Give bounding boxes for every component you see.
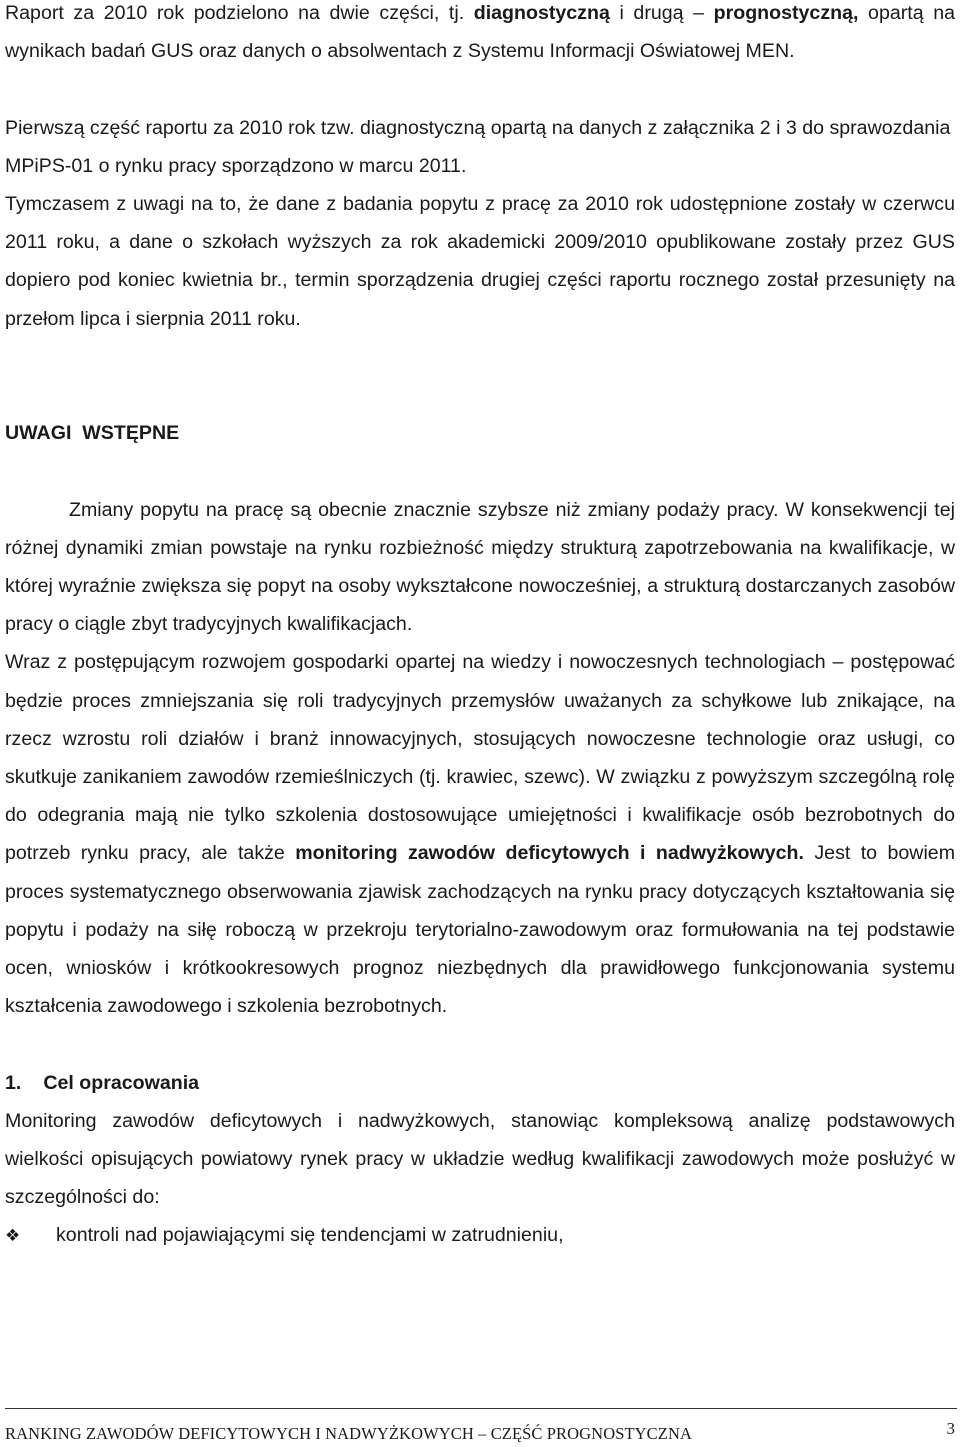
section-number: 1.: [5, 1071, 22, 1094]
footer-divider: [5, 1408, 957, 1409]
spacer: [5, 338, 955, 376]
spacer: [5, 1025, 955, 1063]
spacer: [5, 376, 955, 414]
bold-prognostyczna: prognostyczną,: [713, 2, 859, 24]
document-page: [5, 0, 955, 1256]
bold-monitoring: monitoring zawodów deficytowych i nadwyżkowych.: [295, 842, 804, 865]
uwagi-paragraph-1: Zmiany popytu na pracę są obecnie znacznie szybsze niż zmiany podaży pracy. W konsekwencji tej różnej dynamiki zmian powstaje na rynku rozbieżność między strukturą zapotrzebowania na kwalifikacje, w której wyraźnie zwiększa się popyt na osoby wykształcone nowocześniej, a strukturą dostarczanych zasobów pracy o ciągle zbyt tradycyjnych kwalifikacjach.: [5, 498, 955, 636]
spacer: [5, 70, 955, 108]
text-span: Wraz z postępującym rozwojem gospodarki opartej na wiedzy i nowoczesnych technologiach – postępować będzie proces zmniejszania się roli tradycyjnych przemysłów uważanych za schyłkowe lub znikające, na rzecz wzrostu roli działów i branż innowacyjnych, stosujących nowoczesne technologie oraz usługi, co skutkuje zanikaniem zawodów rzemieślniczych (tj. krawiec, szewc). W związku z powyższym szczególną rolę do odegrania mają nie tylko szkolenia dostosowujące umiejętności i kwalifikacje osób bezrobotnych do potrzeb rynku pracy, ale także: [5, 651, 955, 865]
text-span: opartą na wynikach badań GUS oraz danych o absolwentach z Systemu Informacji Oświatowej MEN.: [5, 2, 955, 63]
spacer: [5, 452, 955, 490]
text-span: i drugą –: [609, 2, 714, 24]
bold-diagnostyczna: diagnostyczną: [473, 2, 610, 24]
list-item: [5, 1216, 955, 1255]
intro-paragraph-2: Pierwszą część raportu za 2010 rok tzw. diagnostyczną opartą na danych z załącznika 2 i 3 do sprawozdania MPiPS-01 o rynku pracy sporządzono w marcu 2011.: [5, 116, 951, 177]
page-number: 3: [946, 1419, 955, 1438]
intro-paragraph-1: [5, 0, 955, 70]
section-heading-uwagi: UWAGI WSTĘPNE: [5, 422, 180, 445]
text-span: Raport za 2010 rok podzielono na dwie części, tj.: [5, 2, 474, 24]
footer-title: RANKING ZAWODÓW DEFICYTOWYCH I NADWYŻKOWYCH – CZĘŚĆ PROGNOSTYCZNA: [5, 1424, 692, 1443]
four-diamond-bullet-icon: ❖: [5, 1226, 21, 1247]
cel-paragraph-1: Monitoring zawodów deficytowych i nadwyżkowych, stanowiąc kompleksową analizę podstawowych wielkości opisujących powiatowy rynek pracy w układzie według kwalifikacji zawodowych może posłużyć w szczególności do:: [5, 1109, 955, 1209]
uwagi-paragraph-2: [5, 643, 955, 1025]
text-span: Jest to bowiem proces systematycznego obserwowania zjawisk zachodzących na rynku pracy dotyczących kształtowania się popytu i podaży na siłę roboczą w przekroju terytorialno-zawodowym oraz formułowania na tej podstawie ocen, wniosków i krótkookresowych prognoz niezbędnych dla prawidłowego funkcjonowania systemu kształcenia zawodowego i szkolenia bezrobotnych.: [5, 842, 956, 1018]
section-title: Cel opracowania: [43, 1071, 200, 1094]
intro-paragraph-3: Tymczasem z uwagi na to, że dane z badania popytu z pracę za 2010 rok udostępnione zostały w czerwcu 2011 roku, a dane o szkołach wyższych za rok akademicki 2009/2010 opublikowane zostały przez GUS dopiero pod koniec kwietnia br., termin sporządzenia drugiej części raportu rocznego został przesunięty na przełom lipca i sierpnia 2011 roku.: [5, 193, 955, 330]
section-heading-cel: [5, 1064, 955, 1102]
list-item-text: kontroli nad pojawiającymi się tendencjami w zatrudnieniu,: [56, 1224, 564, 1247]
